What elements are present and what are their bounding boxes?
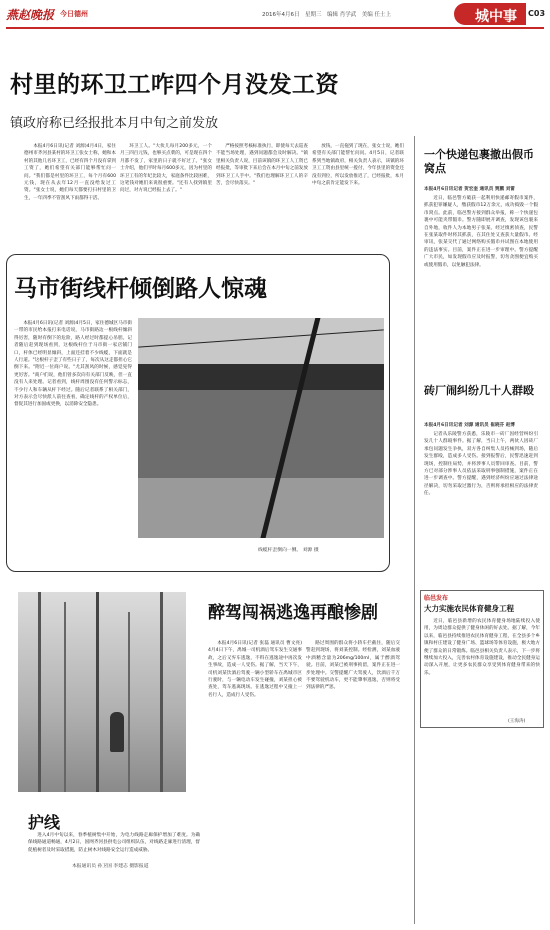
- pole-photo-caption: 线缆杆歪倒向一侧。 刘源 摄: [258, 548, 319, 553]
- photo-sky: [138, 318, 384, 364]
- protect-headline: 护线: [28, 813, 61, 832]
- tree-trunk-1: [38, 592, 41, 792]
- section-title: 城中事: [475, 9, 517, 25]
- protect-body: 进入4月中旬以来，春季植树集中开始，为电力线路走廊保护增加了难度。为确保线路通道畅通，4月2日，国网齐河县供电公司组织队伍，对线路走廊进行清理，督促植树者及时采取措施，防止树木对线路安全运行造成威胁。: [28, 833, 200, 853]
- lead-col-4: 放钱，一直拖到了现在，张女士说，她们希望有关部门能帮忙问问。4月5日，记者联系到当地镇政府，相关负责人表示，该镇的环卫工工资由县里统一拨付，今年县里的资金还没有到位，所以发放推迟了，已经报批，本月中旬之前肯定能发下来。: [312, 144, 404, 187]
- lead-subhead: 镇政府称已经报批本月中旬之前发放: [10, 116, 219, 131]
- pole-photo: [138, 318, 384, 538]
- masthead-rule: [6, 27, 544, 29]
- page-number: C03: [528, 9, 546, 18]
- tree-trunk-5: [160, 592, 163, 792]
- lead-col-1: 本报4月6日讯(记者 刘源)4月4日，家住德州市齐河县某村的环卫工张女士称，她和本村的其他几名环卫工，已经有四个月没有拿到工资了，她们希望有关部门能够帮忙问一问。"我们都是村里的环卫工，每个月有600元钱，现在从去年12月一直没给发过工资。"张女士说，她们每天都要打扫村里的卫生，一年四季不管刮风下雨都得干活。: [24, 144, 116, 201]
- drunk-headline: 醉驾闯祸逃逸再酿惨剧: [208, 603, 378, 623]
- worker-figure: [110, 712, 124, 752]
- express-headline: 一个快递包裹撤出假币窝点: [424, 148, 534, 175]
- drunk-col-1: 本报4月6日讯(记者 张磊 通讯员 曹文亮)4月4日下午，禹城一司机酒后驾车发生交通事故，之后又弃车逃逸，不料在逃逸途中再次发生事故，造成一人受伤。据了解，当天下午，司机刘某饮酒后驾驶一辆小型轿车在禹城市区行驶时，与一辆电动车发生碰撞，刘某担心被查处，驾车逃离现场。在逃逸过程中又撞上一名行人，造成行人受伤。: [208, 641, 302, 698]
- drunk-col-2: 路过周围的群众将小轿车拦截住，随后交警赶到现场，将刘某控制。经检测，刘某血液中酒精含量为206mg/100ml，属于醉酒驾驶。目前，刘某已被刑事拘留，案件正在进一步处理中。交警提醒广大驾驶人，饮酒后千万不要驾驶机动车，更不能肇事逃逸，否则将受到法律的严惩。: [306, 641, 400, 691]
- express-byline: 本报4月6日讯记者 贺宏奎 通讯员 贾鹏 刘雷: [424, 187, 515, 192]
- date-line: 2016年4月6日 星期三 编辑 肖学武 美编 任士上: [262, 12, 391, 18]
- right-column-divider: [414, 136, 415, 924]
- tree-photo: [18, 592, 186, 792]
- pole-headline: 马市街线杆倾倒路人惊魂: [14, 276, 267, 302]
- tree-trunk-2: [64, 602, 66, 792]
- fitness-headline: 大力实施农民体育健身工程: [424, 604, 514, 613]
- lead-col-3: 严格按照考核标准执行，即使每天去巡查不能当场处理，遇到问题都会及时解决。"镇里相关负责人说，目前该镇的环卫工人工资已经报批，等审批下来后会在本月中旬之前发放到环卫工人手中。"我们也理解环卫工人的辛苦，会尽快落实。": [216, 144, 308, 187]
- fitness-body: 近日，临邑县新增的农民体育健身场地陆续投入使用，为周边群众提供了健身休闲的好去处。据了解，今年以来，临邑县持续推进农民体育健身工程，在全县多个乡镇和村庄建设了健身广场、篮球场等体育设施，极大地方便了群众的日常锻炼。临邑县相关负责人表示，下一步将继续加大投入，完善农村体育设施建设，推动全民健身运动深入开展，让更多农民群众享受到体育健身带来的快乐。: [424, 619, 540, 676]
- workers-body: 记者从乐陵警方获悉，乐陵市一砖厂因经营纠纷引发几十人群殴事件。据了解，当日上午，两伙人因砖厂承包问题发生争执，双方各自纠集人员持械到场，随后发生群殴，造成多人受伤。接到报警后，民警迅速赶到现场，控制住局势，并将涉事人员带回审查。目前，警方已对部分涉事人员依法采取刑事强制措施，案件正在进一步调查中。警方提醒，遇到经济纠纷应通过法律途径解决，切勿采取过激行为，否则将承担相应的法律责任。: [424, 432, 538, 497]
- workers-headline: 砖厂闹纠纷几十人群殴: [424, 384, 534, 397]
- fitness-credit: (王海涛): [508, 719, 526, 724]
- protect-credit: 本报通讯员 孙卫国 李建志 摄影报道: [72, 864, 149, 869]
- photo-storefront: [138, 390, 384, 478]
- tree-trunk-3: [96, 592, 99, 792]
- masthead: [0, 0, 550, 32]
- section-prefix: 今日德州: [60, 10, 88, 18]
- pole-body: 本报4月6日讯(记者 刘源)4月5日，家住德城区马市街一带的市民给本报打来电话说，马市街路边一根线杆倾斜得厉害，随时有倒下的危险，路人经过时都提心吊胆。记者随后赶到现场看到，这根线杆位于马市街一家店铺门口，杆体已经明显倾斜，上面还挂着不少线缆，下面就是人行道。"这根杆子歪了有些日子了，每次从这走都担心它倒下来。"附近一位商户说。"尤其刮风的时候，感觉晃得更厉害。"商户们说，他们曾多次向有关部门反映，但一直没有人来处理。记者看到，线杆周围没有任何警示标志，不少行人和车辆从杆下经过。随后记者联系了相关部门，对方表示会尽快派人前往查看，确定线杆的产权单位后，督促其进行加固或更换，以消除安全隐患。: [14, 321, 132, 408]
- photo-street: [138, 478, 384, 538]
- newspaper-logo: 燕赵晚报: [6, 8, 55, 22]
- tree-trunk-4: [128, 612, 130, 792]
- photo-shop-signs: [138, 364, 384, 390]
- lead-col-2: 环卫工人。"大伙儿每月200多元，一个月三四百元钱，也够买点菜的，可是现在四个月都不发了，家里的日子就不好过了。"张女士介绍，他们平时每月600多元，因为村里的环卫工有的年纪比较大，家庭条件比较困难，这笔钱对她们来说很重要。"还有人找到镇里问过，对方说已经报上去了。": [120, 144, 212, 194]
- express-body: 近日，临邑警方破获一起利用快递邮寄假币案件，抓获犯罪嫌疑人，缴获假币12万余元，成功捣毁一个假币窝点。此前，临邑警方接到群众举报，称一个快递包裹中可能夹带假币。警方随即展开调查，发现该包裹来自外地，收件人为本地男子张某。经过缜密侦查，民警在张某取件时将其抓获，在其住处又查获大量假币。经审讯，张某交代了通过网络购买假币并试图在本地使用的违法事实。目前，案件正在进一步审理中。警方提醒广大市民，如发现假币应及时报警，切勿贪图便宜购买或使用假币，以免触犯法律。: [424, 196, 538, 268]
- workers-byline: 本报4月6日讯记者 刘源 通讯员 崔晓芬 赵博: [424, 423, 515, 428]
- fitness-tag: 临邑发布: [424, 595, 449, 602]
- lead-headline: 村里的环卫工咋四个月没发工资: [10, 72, 339, 98]
